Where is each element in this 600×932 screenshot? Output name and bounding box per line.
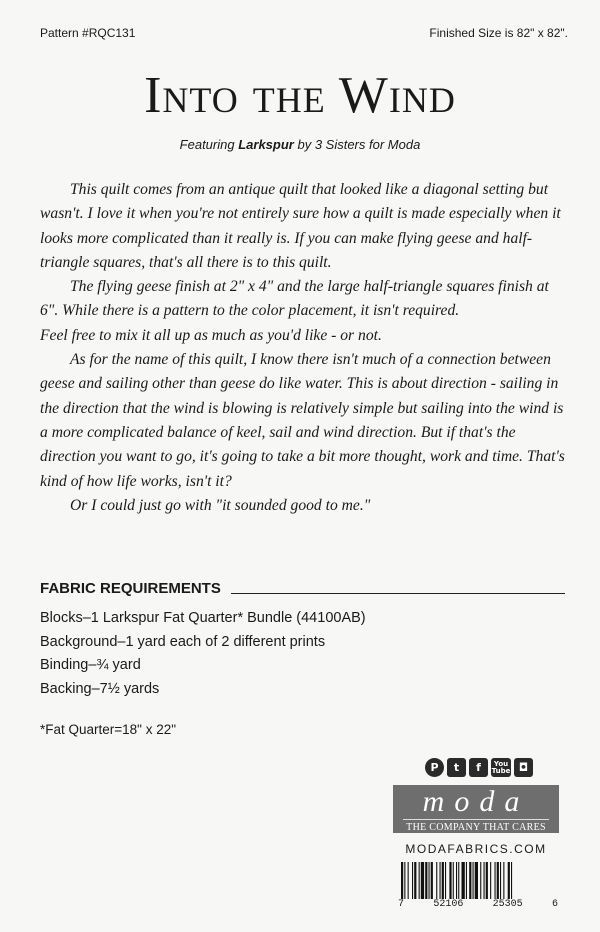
requirements-heading-label: FABRIC REQUIREMENTS bbox=[40, 580, 221, 597]
story-paragraph: Or I could just go with "it sounded good to me." bbox=[70, 496, 371, 514]
logo-word: moda bbox=[422, 785, 530, 818]
barcode-bar bbox=[495, 862, 496, 900]
barcode-bar bbox=[425, 862, 427, 900]
requirement-item: Blocks–1 Larkspur Fat Quarter* Bundle (44100AB) bbox=[40, 610, 366, 626]
barcode-bar bbox=[486, 862, 488, 900]
story-paragraph: As for the name of this quilt, I know there isn't much of a connection between geese and sailing other than geese do like water. This is about direction - sailing in the direction that the wind is blowing is relatively simple but sailing into the wind is a more complicated balance of keel, sail and wind direction. But if that's the direction you want to go, it's going to take a bit more thought, work and time. That's kind of how life works, isn't it? bbox=[40, 351, 565, 490]
barcode-bar bbox=[458, 862, 459, 900]
moda-logo bbox=[393, 785, 559, 833]
barcode-bar bbox=[480, 862, 481, 900]
barcode-bar bbox=[484, 862, 485, 900]
subtitle-prefix: Featuring bbox=[179, 137, 239, 152]
barcode-bar bbox=[466, 862, 467, 900]
barcode-bar bbox=[445, 862, 446, 900]
barcode-bar bbox=[497, 862, 499, 900]
social-icons bbox=[425, 758, 533, 777]
fabric-name: Larkspur bbox=[238, 137, 294, 152]
barcode-bar bbox=[462, 862, 465, 900]
barcode-digit-group: 6 bbox=[551, 899, 558, 910]
barcode-bar bbox=[412, 862, 413, 900]
youtube-top-text: You bbox=[493, 759, 509, 768]
barcode-bar bbox=[503, 862, 504, 900]
story-paragraph: Feel free to mix it all up as much as you'd like - or not. bbox=[40, 326, 382, 344]
barcode-bar bbox=[508, 862, 510, 900]
barcode-bar bbox=[473, 862, 474, 900]
barcode-bar bbox=[475, 862, 478, 900]
logo-tagline: THE COMPANY THAT CARES bbox=[403, 819, 549, 833]
finished-size: Finished Size is 82" x 82". bbox=[429, 26, 568, 40]
subtitle bbox=[0, 137, 600, 152]
requirements-heading bbox=[40, 580, 565, 597]
barcode-bar bbox=[401, 862, 403, 900]
barcode-bar bbox=[511, 862, 512, 900]
requirements-list bbox=[40, 607, 366, 701]
heading-rule bbox=[231, 593, 565, 594]
youtube-icon[interactable] bbox=[491, 758, 511, 777]
barcode-bar bbox=[442, 862, 444, 900]
barcode-bar bbox=[436, 862, 437, 900]
instagram-icon[interactable]: ◘ bbox=[514, 758, 533, 777]
barcode-bar bbox=[431, 862, 433, 900]
barcode-bar bbox=[469, 862, 471, 900]
upc-barcode bbox=[397, 862, 559, 908]
barcode-bar bbox=[500, 862, 501, 900]
requirement-item: Background–1 yard each of 2 different prints bbox=[40, 633, 326, 650]
story-text bbox=[40, 178, 570, 518]
requirement-item: Backing–7½ yards bbox=[40, 680, 160, 697]
barcode-bar bbox=[490, 862, 491, 900]
barcode-digit-group: 52106 bbox=[433, 899, 464, 910]
barcode-digit-group: 25305 bbox=[492, 899, 523, 910]
barcode-bar bbox=[404, 862, 405, 900]
barcode-bars bbox=[397, 862, 559, 900]
barcode-bar bbox=[456, 862, 457, 900]
barcode-bar bbox=[453, 862, 454, 900]
barcode-bar bbox=[408, 862, 409, 900]
story-paragraph: This quilt comes from an antique quilt that looked like a diagonal setting but wasn't. I love it when you're not entirely sure how a quilt is made especially when it looks more complicated than it really is. If you can make flying geese and half-triangle squares, that's all there is to this quilt. bbox=[40, 181, 561, 271]
subtitle-suffix: by 3 Sisters for Moda bbox=[293, 137, 421, 152]
barcode-bar bbox=[429, 862, 430, 900]
pinterest-icon[interactable]: P bbox=[425, 758, 444, 777]
pattern-title: Into the Wind bbox=[144, 67, 456, 124]
barcode-digits bbox=[397, 899, 559, 910]
website-link[interactable]: MODAFABRICS.COM bbox=[405, 842, 547, 856]
barcode-digit-group: 7 bbox=[398, 899, 405, 910]
requirement-item: Binding–¾ yard bbox=[40, 657, 141, 673]
barcode-bar bbox=[440, 862, 441, 900]
barcode-bar bbox=[419, 862, 420, 900]
pattern-number: Pattern #RQC131 bbox=[40, 26, 136, 40]
twitter-icon[interactable]: t bbox=[447, 758, 466, 777]
facebook-icon[interactable]: f bbox=[469, 758, 488, 777]
fat-quarter-footnote: *Fat Quarter=18" x 22" bbox=[40, 722, 177, 737]
barcode-bar bbox=[421, 862, 424, 900]
story-paragraph: The flying geese finish at 2" x 4" and the large half-triangle squares finish at 6". While there is a pattern to the color placement, it isn't required. bbox=[40, 278, 549, 320]
barcode-bar bbox=[449, 862, 451, 900]
youtube-bottom-text: Tube bbox=[491, 766, 511, 775]
barcode-bar bbox=[414, 862, 416, 900]
